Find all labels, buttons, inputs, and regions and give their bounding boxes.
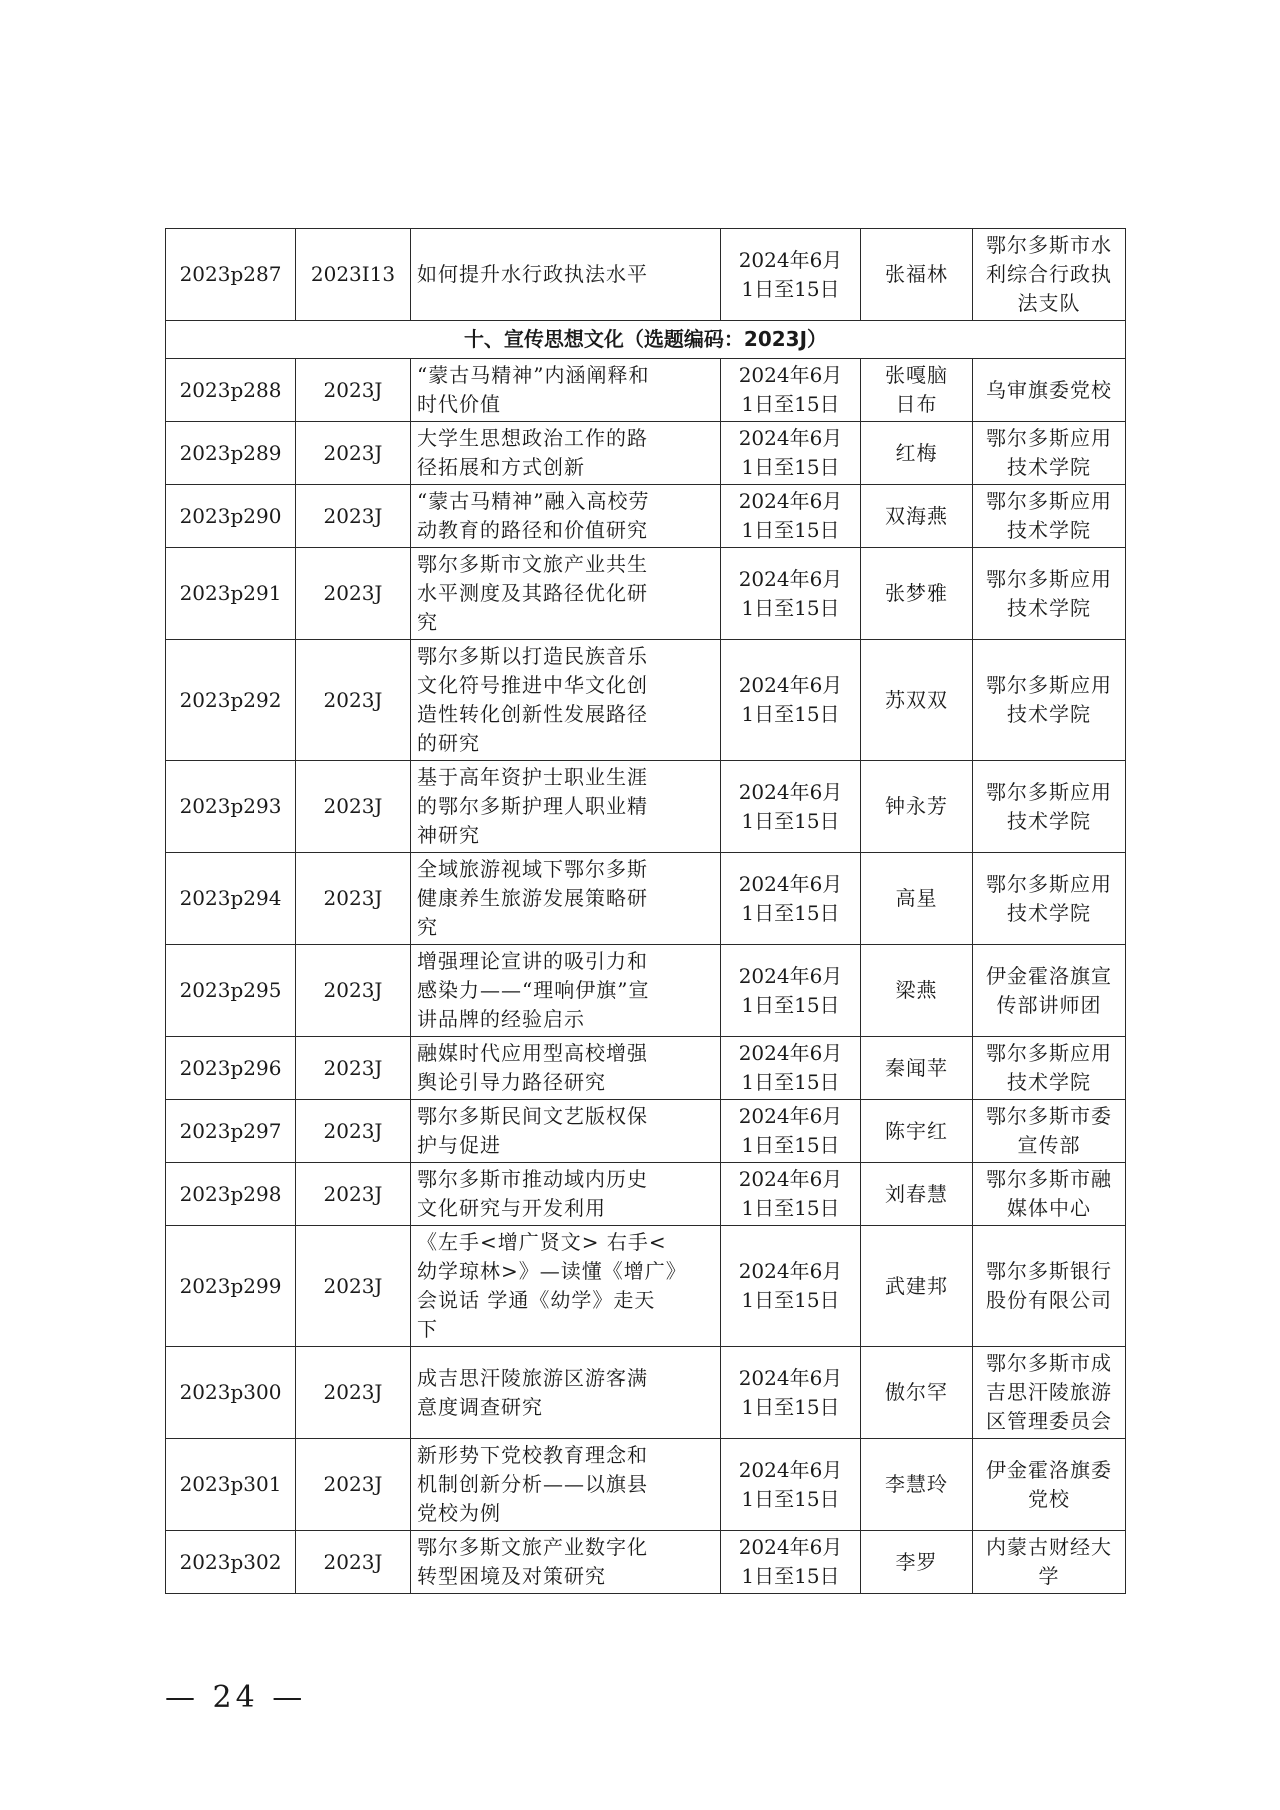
cell-title: 大学生思想政治工作的路 径拓展和方式创新 bbox=[411, 422, 721, 485]
cell-code: 2023J bbox=[296, 761, 411, 853]
cell-unit: 鄂尔多斯应用 技术学院 bbox=[973, 853, 1126, 945]
table-row bbox=[166, 1100, 1126, 1163]
cell-person: 张嘎脑 日布 bbox=[861, 359, 973, 422]
cell-number: 2023p296 bbox=[166, 1037, 296, 1100]
cell-time: 2024年6月 1日至15日 bbox=[721, 1226, 861, 1347]
cell-code: 2023J bbox=[296, 1439, 411, 1531]
cell-unit: 乌审旗委党校 bbox=[973, 359, 1126, 422]
cell-number: 2023p293 bbox=[166, 761, 296, 853]
cell-code: 2023J bbox=[296, 853, 411, 945]
cell-title: 增强理论宣讲的吸引力和 感染力——“理响伊旗”宣 讲品牌的经验启示 bbox=[411, 945, 721, 1037]
cell-number: 2023p298 bbox=[166, 1163, 296, 1226]
cell-number: 2023p287 bbox=[166, 229, 296, 321]
table-row bbox=[166, 1037, 1126, 1100]
cell-title: 全域旅游视域下鄂尔多斯 健康养生旅游发展策略研 究 bbox=[411, 853, 721, 945]
cell-code: 2023J bbox=[296, 640, 411, 761]
cell-unit: 鄂尔多斯应用 技术学院 bbox=[973, 485, 1126, 548]
cell-code: 2023J bbox=[296, 359, 411, 422]
cell-title: 基于高年资护士职业生涯 的鄂尔多斯护理人职业精 神研究 bbox=[411, 761, 721, 853]
project-table bbox=[165, 228, 1126, 1594]
cell-number: 2023p301 bbox=[166, 1439, 296, 1531]
cell-number: 2023p295 bbox=[166, 945, 296, 1037]
cell-person: 苏双双 bbox=[861, 640, 973, 761]
cell-number: 2023p294 bbox=[166, 853, 296, 945]
page-number: — 24 — bbox=[165, 1680, 307, 1715]
cell-title: “蒙古马精神”融入高校劳 动教育的路径和价值研究 bbox=[411, 485, 721, 548]
table-row bbox=[166, 548, 1126, 640]
cell-code: 2023J bbox=[296, 422, 411, 485]
cell-code: 2023J bbox=[296, 1100, 411, 1163]
cell-title: 《左手<增广贤文> 右手< 幼学琼林>》—读懂《增广》 会说话 学通《幼学》走天 下 bbox=[411, 1226, 721, 1347]
cell-person: 高星 bbox=[861, 853, 973, 945]
table-row bbox=[166, 1163, 1126, 1226]
cell-code: 2023J bbox=[296, 1347, 411, 1439]
cell-number: 2023p292 bbox=[166, 640, 296, 761]
cell-title: 融媒时代应用型高校增强 舆论引导力路径研究 bbox=[411, 1037, 721, 1100]
table-row bbox=[166, 853, 1126, 945]
cell-person: 双海燕 bbox=[861, 485, 973, 548]
cell-code: 2023J bbox=[296, 945, 411, 1037]
cell-time: 2024年6月 1日至15日 bbox=[721, 229, 861, 321]
cell-time: 2024年6月 1日至15日 bbox=[721, 640, 861, 761]
cell-title: 新形势下党校教育理念和 机制创新分析——以旗县 党校为例 bbox=[411, 1439, 721, 1531]
cell-time: 2024年6月 1日至15日 bbox=[721, 1100, 861, 1163]
cell-person: 梁燕 bbox=[861, 945, 973, 1037]
cell-person: 傲尔罕 bbox=[861, 1347, 973, 1439]
cell-code: 2023J bbox=[296, 1531, 411, 1594]
cell-person: 李罗 bbox=[861, 1531, 973, 1594]
table-row bbox=[166, 945, 1126, 1037]
cell-unit: 鄂尔多斯应用 技术学院 bbox=[973, 761, 1126, 853]
cell-unit: 伊金霍洛旗委 党校 bbox=[973, 1439, 1126, 1531]
cell-number: 2023p300 bbox=[166, 1347, 296, 1439]
cell-time: 2024年6月 1日至15日 bbox=[721, 422, 861, 485]
cell-time: 2024年6月 1日至15日 bbox=[721, 761, 861, 853]
cell-unit: 鄂尔多斯市委 宣传部 bbox=[973, 1100, 1126, 1163]
cell-number: 2023p289 bbox=[166, 422, 296, 485]
cell-person: 陈宇红 bbox=[861, 1100, 973, 1163]
cell-title: 鄂尔多斯市推动域内历史 文化研究与开发利用 bbox=[411, 1163, 721, 1226]
cell-person: 李慧玲 bbox=[861, 1439, 973, 1531]
cell-title: 鄂尔多斯以打造民族音乐 文化符号推进中华文化创 造性转化创新性发展路径 的研究 bbox=[411, 640, 721, 761]
cell-title: “蒙古马精神”内涵阐释和 时代价值 bbox=[411, 359, 721, 422]
table-row bbox=[166, 485, 1126, 548]
table-row bbox=[166, 1531, 1126, 1594]
cell-time: 2024年6月 1日至15日 bbox=[721, 1531, 861, 1594]
cell-number: 2023p291 bbox=[166, 548, 296, 640]
cell-code: 2023J bbox=[296, 1163, 411, 1226]
cell-number: 2023p299 bbox=[166, 1226, 296, 1347]
cell-time: 2024年6月 1日至15日 bbox=[721, 945, 861, 1037]
cell-unit: 鄂尔多斯应用 技术学院 bbox=[973, 640, 1126, 761]
cell-person: 武建邦 bbox=[861, 1226, 973, 1347]
cell-unit: 鄂尔多斯应用 技术学院 bbox=[973, 422, 1126, 485]
cell-person: 钟永芳 bbox=[861, 761, 973, 853]
cell-title: 成吉思汗陵旅游区游客满 意度调查研究 bbox=[411, 1347, 721, 1439]
section-title: 十、宣传思想文化（选题编码：2023J） bbox=[166, 321, 1126, 359]
cell-person: 刘春慧 bbox=[861, 1163, 973, 1226]
table-row bbox=[166, 1439, 1126, 1531]
cell-unit: 鄂尔多斯市融 媒体中心 bbox=[973, 1163, 1126, 1226]
cell-person: 红梅 bbox=[861, 422, 973, 485]
cell-title: 如何提升水行政执法水平 bbox=[411, 229, 721, 321]
cell-unit: 鄂尔多斯应用 技术学院 bbox=[973, 1037, 1126, 1100]
cell-unit: 鄂尔多斯应用 技术学院 bbox=[973, 548, 1126, 640]
cell-time: 2024年6月 1日至15日 bbox=[721, 548, 861, 640]
cell-number: 2023p290 bbox=[166, 485, 296, 548]
cell-time: 2024年6月 1日至15日 bbox=[721, 485, 861, 548]
cell-time: 2024年6月 1日至15日 bbox=[721, 1163, 861, 1226]
table-row bbox=[166, 1347, 1126, 1439]
table-row bbox=[166, 761, 1126, 853]
cell-code: 2023J bbox=[296, 548, 411, 640]
cell-unit: 内蒙古财经大 学 bbox=[973, 1531, 1126, 1594]
cell-title: 鄂尔多斯市文旅产业共生 水平测度及其路径优化研 究 bbox=[411, 548, 721, 640]
cell-time: 2024年6月 1日至15日 bbox=[721, 359, 861, 422]
table-body bbox=[166, 229, 1126, 1594]
cell-unit: 鄂尔多斯市成 吉思汗陵旅游 区管理委员会 bbox=[973, 1347, 1126, 1439]
cell-time: 2024年6月 1日至15日 bbox=[721, 1439, 861, 1531]
cell-person: 张福林 bbox=[861, 229, 973, 321]
cell-person: 秦闻苹 bbox=[861, 1037, 973, 1100]
section-header-row bbox=[166, 321, 1126, 359]
table-row bbox=[166, 359, 1126, 422]
table-row bbox=[166, 422, 1126, 485]
cell-unit: 伊金霍洛旗宣 传部讲师团 bbox=[973, 945, 1126, 1037]
cell-unit: 鄂尔多斯市水 利综合行政执 法支队 bbox=[973, 229, 1126, 321]
cell-number: 2023p288 bbox=[166, 359, 296, 422]
cell-time: 2024年6月 1日至15日 bbox=[721, 1037, 861, 1100]
cell-code: 2023J bbox=[296, 485, 411, 548]
cell-title: 鄂尔多斯文旅产业数字化 转型困境及对策研究 bbox=[411, 1531, 721, 1594]
project-table-sheet bbox=[165, 228, 1125, 1594]
cell-number: 2023p297 bbox=[166, 1100, 296, 1163]
cell-unit: 鄂尔多斯银行 股份有限公司 bbox=[973, 1226, 1126, 1347]
cell-person: 张梦雅 bbox=[861, 548, 973, 640]
cell-title: 鄂尔多斯民间文艺版权保 护与促进 bbox=[411, 1100, 721, 1163]
cell-code: 2023J bbox=[296, 1037, 411, 1100]
cell-code: 2023I13 bbox=[296, 229, 411, 321]
cell-time: 2024年6月 1日至15日 bbox=[721, 853, 861, 945]
cell-number: 2023p302 bbox=[166, 1531, 296, 1594]
cell-time: 2024年6月 1日至15日 bbox=[721, 1347, 861, 1439]
table-row bbox=[166, 1226, 1126, 1347]
table-row bbox=[166, 640, 1126, 761]
table-row bbox=[166, 229, 1126, 321]
cell-code: 2023J bbox=[296, 1226, 411, 1347]
